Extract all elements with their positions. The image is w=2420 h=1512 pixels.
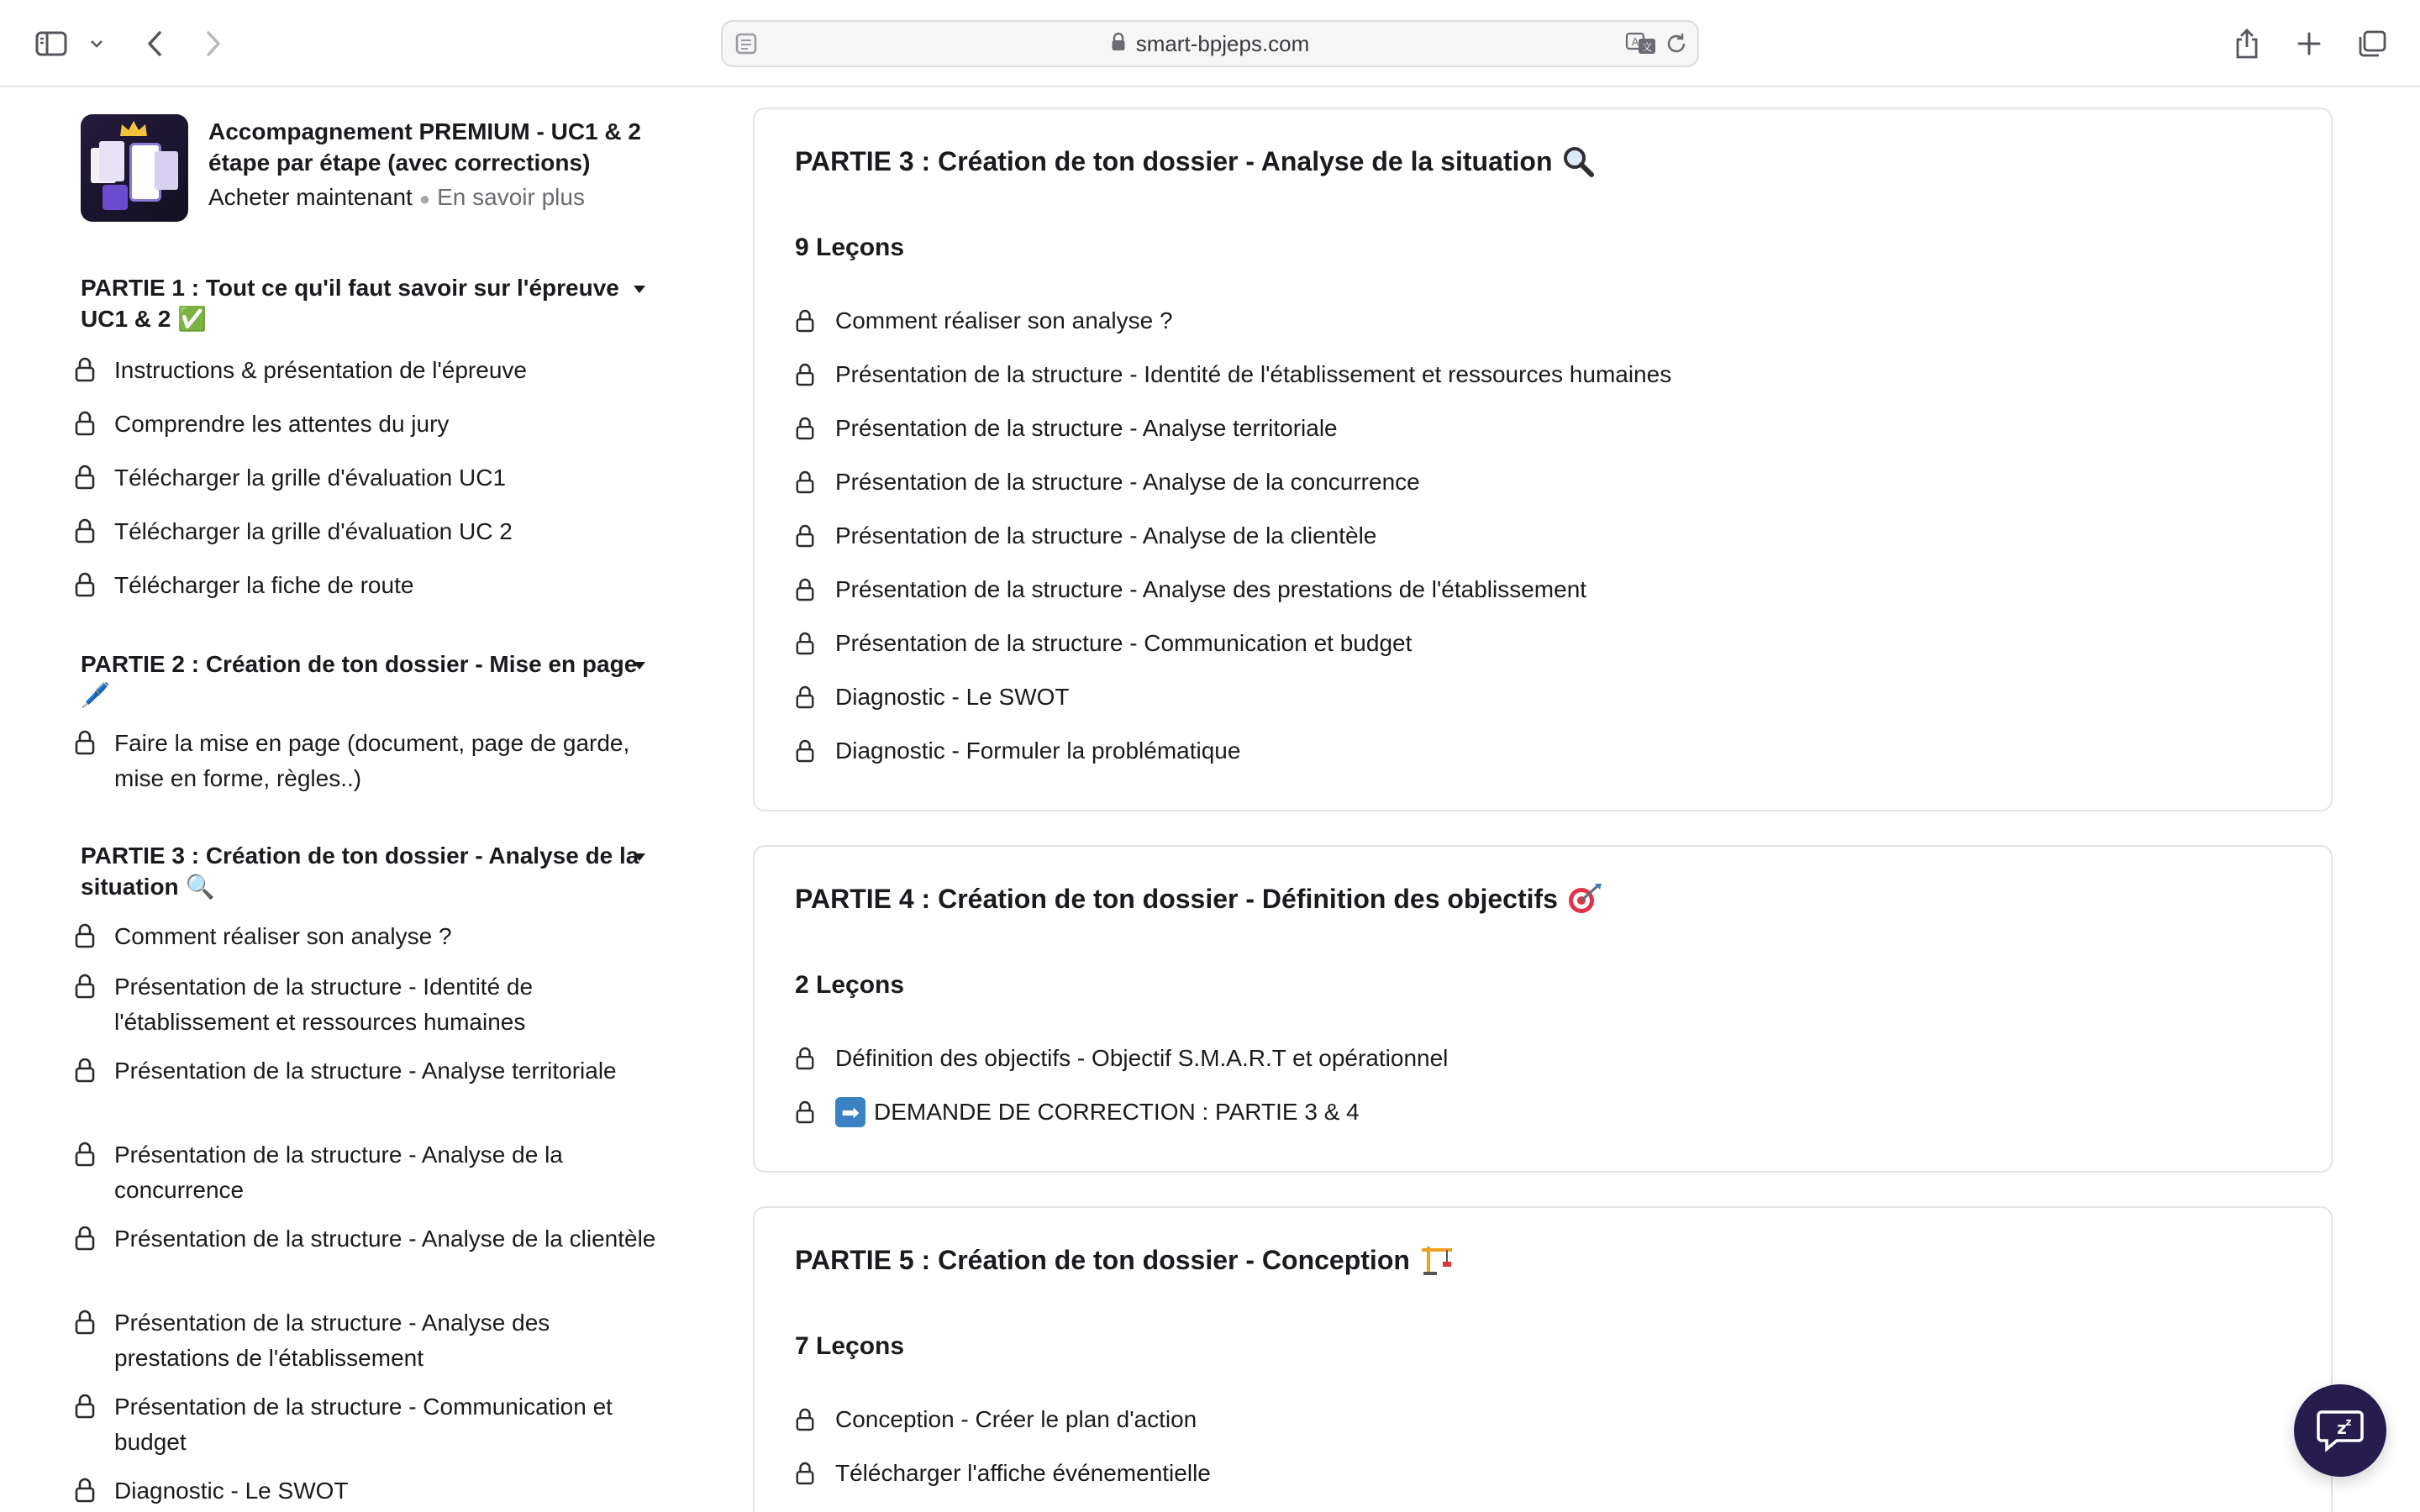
sidebar-lesson[interactable] <box>74 919 662 954</box>
sidebar-lesson-label: Instructions & présentation de l'épreuve <box>114 357 527 383</box>
sidebar-lesson-label: Présentation de la structure - Analyse de la clientèle <box>114 1226 656 1252</box>
lock-icon <box>74 571 96 598</box>
sidebar-lesson-label: Diagnostic - Le SWOT <box>114 1478 349 1504</box>
tab-overview-icon[interactable] <box>2354 18 2390 69</box>
sidebar-lesson[interactable] <box>74 1053 662 1089</box>
url-text: smart-bpjeps.com <box>1135 30 1310 56</box>
lock-icon <box>74 517 96 544</box>
lesson-count: 7 Leçons <box>795 1332 905 1360</box>
lesson-label: Définition des objectifs - Objectif S.M.A.R.T et opérationnel <box>835 1045 1449 1071</box>
lesson-label: Diagnostic - Le SWOT <box>835 684 1070 710</box>
share-icon[interactable] <box>2230 18 2264 69</box>
section-card-partie-4 <box>753 845 2333 1173</box>
section-card-title-text: PARTIE 4 : Création de ton dossier - Définition des objectifs <box>795 883 1558 914</box>
section-card-title[interactable] <box>795 144 1595 178</box>
lock-icon <box>795 631 815 656</box>
svg-text:文: 文 <box>1641 41 1653 53</box>
lesson-label: Présentation de la structure - Identité de l'établissement et ressources humaines <box>835 361 1672 387</box>
lesson-row[interactable] <box>795 573 1586 606</box>
sidebar-lesson-label: Présentation de la structure - Analyse de la concurrence <box>114 1142 563 1203</box>
section-card-title[interactable] <box>795 882 1603 916</box>
lesson-row[interactable] <box>795 519 1376 553</box>
translate-icon[interactable] <box>1625 31 1659 60</box>
lock-icon <box>74 973 96 1000</box>
lock-icon <box>74 729 96 756</box>
lock-icon <box>795 308 815 333</box>
lock-icon <box>74 1393 96 1420</box>
lesson-row[interactable] <box>795 1095 1360 1129</box>
lock-icon <box>795 1100 815 1125</box>
lock-icon <box>74 1057 96 1084</box>
svg-text:z: z <box>2345 1416 2352 1428</box>
sidebar-lesson-label: Télécharger la grille d'évaluation UC1 <box>114 465 507 491</box>
sidebar-lesson[interactable] <box>74 407 662 442</box>
lock-icon <box>74 410 96 437</box>
sidebar-lesson-label: Présentation de la structure - Communication et budget <box>114 1394 613 1455</box>
separator-dot: ● <box>418 188 431 209</box>
lock-icon <box>795 1046 815 1071</box>
target-icon <box>1566 882 1603 916</box>
lesson-row[interactable] <box>795 1403 1197 1436</box>
lesson-row[interactable] <box>795 734 1240 768</box>
new-tab-icon[interactable] <box>2292 18 2326 69</box>
lock-icon <box>74 464 96 491</box>
lesson-label: Présentation de la structure - Analyse de la concurrence <box>835 469 1420 495</box>
sidebar-lesson-label: Présentation de la structure - Analyse territoriale <box>114 1058 617 1084</box>
sidebar-lesson-label: Faire la mise en page (document, page de garde, mise en forme, règles..) <box>114 730 630 791</box>
lesson-row[interactable] <box>795 465 1420 499</box>
sidebar-lesson-label: Comprendre les attentes du jury <box>114 411 450 437</box>
lock-icon <box>795 362 815 387</box>
caret-down-icon[interactable] <box>634 853 645 861</box>
sidebar-lesson[interactable] <box>74 1137 662 1208</box>
sidebar-lesson[interactable] <box>74 1221 662 1257</box>
lock-icon <box>795 416 815 441</box>
lock-icon <box>74 356 96 383</box>
sidebar-section-title[interactable]: PARTIE 1 : Tout ce qu'il faut savoir sur l'épreuve UC1 & 2 ✅ <box>81 275 619 332</box>
sidebar-section-title[interactable]: PARTIE 2 : Création de ton dossier - Mise en page 🖊️ <box>81 651 638 708</box>
chat-bubble-icon <box>2315 1407 2365 1454</box>
magnifier-icon <box>1561 144 1595 178</box>
sidebar-section-title[interactable]: PARTIE 3 : Création de ton dossier - Analyse de la situation 🔍 <box>81 843 639 900</box>
svg-text:z: z <box>2337 1418 2347 1438</box>
lesson-label: Présentation de la structure - Analyse territoriale <box>835 415 1338 441</box>
sidebar-lesson[interactable] <box>74 460 662 496</box>
lock-icon <box>74 1141 96 1168</box>
promo-title[interactable]: Accompagnement PREMIUM - UC1 & 2 étape par étape (avec corrections) <box>208 118 641 176</box>
sidebar-lesson-label: Télécharger la grille d'évaluation UC 2 <box>114 518 513 544</box>
lesson-row[interactable] <box>795 1457 1211 1490</box>
lock-icon <box>795 738 815 764</box>
lesson-label: Présentation de la structure - Communication et budget <box>835 630 1413 656</box>
lock-icon <box>795 1461 815 1486</box>
course-thumbnail[interactable] <box>81 114 188 222</box>
browser-toolbar <box>0 0 2420 87</box>
promo-links <box>208 181 585 214</box>
lock-icon <box>74 1477 96 1504</box>
lock-icon <box>795 685 815 710</box>
sidebar-lesson[interactable] <box>74 514 662 549</box>
address-bar[interactable] <box>721 20 1699 67</box>
lesson-count: 9 Leçons <box>795 234 905 261</box>
lock-icon <box>795 523 815 549</box>
lesson-label: Présentation de la structure - Analyse de la clientèle <box>835 522 1377 549</box>
learn-more-link[interactable]: En savoir plus <box>437 184 585 210</box>
lesson-row[interactable] <box>795 358 1671 391</box>
lesson-row[interactable] <box>795 627 1412 660</box>
lesson-count: 2 Leçons <box>795 971 905 999</box>
sidebar-toggle-icon[interactable] <box>30 18 72 69</box>
section-card-title-text: PARTIE 5 : Création de ton dossier - Conception <box>795 1244 1410 1275</box>
sidebar-lesson[interactable] <box>74 568 662 603</box>
sidebar-lesson-label: Télécharger la fiche de route <box>114 572 414 598</box>
course-sidebar <box>0 87 697 1512</box>
caret-down-icon[interactable] <box>634 662 645 669</box>
sidebar-lesson[interactable] <box>74 1473 662 1509</box>
section-card-title-text: PARTIE 3 : Création de ton dossier - Analyse de la situation <box>795 145 1553 176</box>
lesson-row[interactable] <box>795 304 1173 338</box>
lock-icon <box>1111 32 1126 56</box>
lock-icon <box>795 577 815 602</box>
section-card-partie-3 <box>753 108 2333 811</box>
arrow-right-icon: ➡ <box>835 1097 865 1127</box>
lock-icon <box>74 922 96 949</box>
lock-icon <box>795 470 815 495</box>
forward-icon[interactable] <box>198 18 229 69</box>
lesson-row[interactable] <box>795 412 1338 445</box>
lesson-row[interactable] <box>795 1042 1448 1075</box>
section-card-title[interactable] <box>795 1243 1455 1277</box>
sidebar-lesson[interactable] <box>74 1305 662 1376</box>
crown-icon <box>118 119 149 138</box>
lesson-label: Comment réaliser son analyse ? <box>835 307 1173 333</box>
premium-promo <box>81 114 669 223</box>
construction-crane-icon <box>1418 1243 1455 1277</box>
sidebar-lesson[interactable] <box>74 1389 662 1460</box>
back-icon[interactable] <box>139 18 170 69</box>
lesson-label: Diagnostic - Formuler la problématique <box>835 738 1241 764</box>
lesson-label: Télécharger l'affiche événementielle <box>835 1460 1211 1486</box>
lesson-label: Conception - Créer le plan d'action <box>835 1406 1197 1432</box>
lesson-row[interactable] <box>795 680 1070 714</box>
buy-now-link[interactable]: Acheter maintenant <box>208 184 413 210</box>
section-card-partie-5 <box>753 1206 2333 1512</box>
lock-icon <box>795 1407 815 1432</box>
lesson-label: Présentation de la structure - Analyse des prestations de l'établissement <box>835 576 1587 602</box>
reload-icon[interactable] <box>1664 31 1689 60</box>
sidebar-lesson[interactable] <box>74 353 662 388</box>
sidebar-lesson[interactable] <box>74 726 662 796</box>
sidebar-lesson[interactable] <box>74 969 662 1040</box>
chat-support-button[interactable] <box>2294 1384 2386 1477</box>
caret-down-icon[interactable] <box>634 286 645 293</box>
sidebar-lesson-label: Présentation de la structure - Analyse des prestations de l'établissement <box>114 1310 550 1371</box>
lesson-label: DEMANDE DE CORRECTION : PARTIE 3 & 4 <box>874 1099 1360 1125</box>
lock-icon <box>74 1225 96 1252</box>
svg-text:A: A <box>1631 36 1639 48</box>
sidebar-lesson-label: Comment réaliser son analyse ? <box>114 923 452 949</box>
lock-icon <box>74 1309 96 1336</box>
sidebar-lesson-label: Présentation de la structure - Identité de l'établissement et ressources humaines <box>114 974 534 1035</box>
chevron-down-icon[interactable] <box>87 18 106 69</box>
